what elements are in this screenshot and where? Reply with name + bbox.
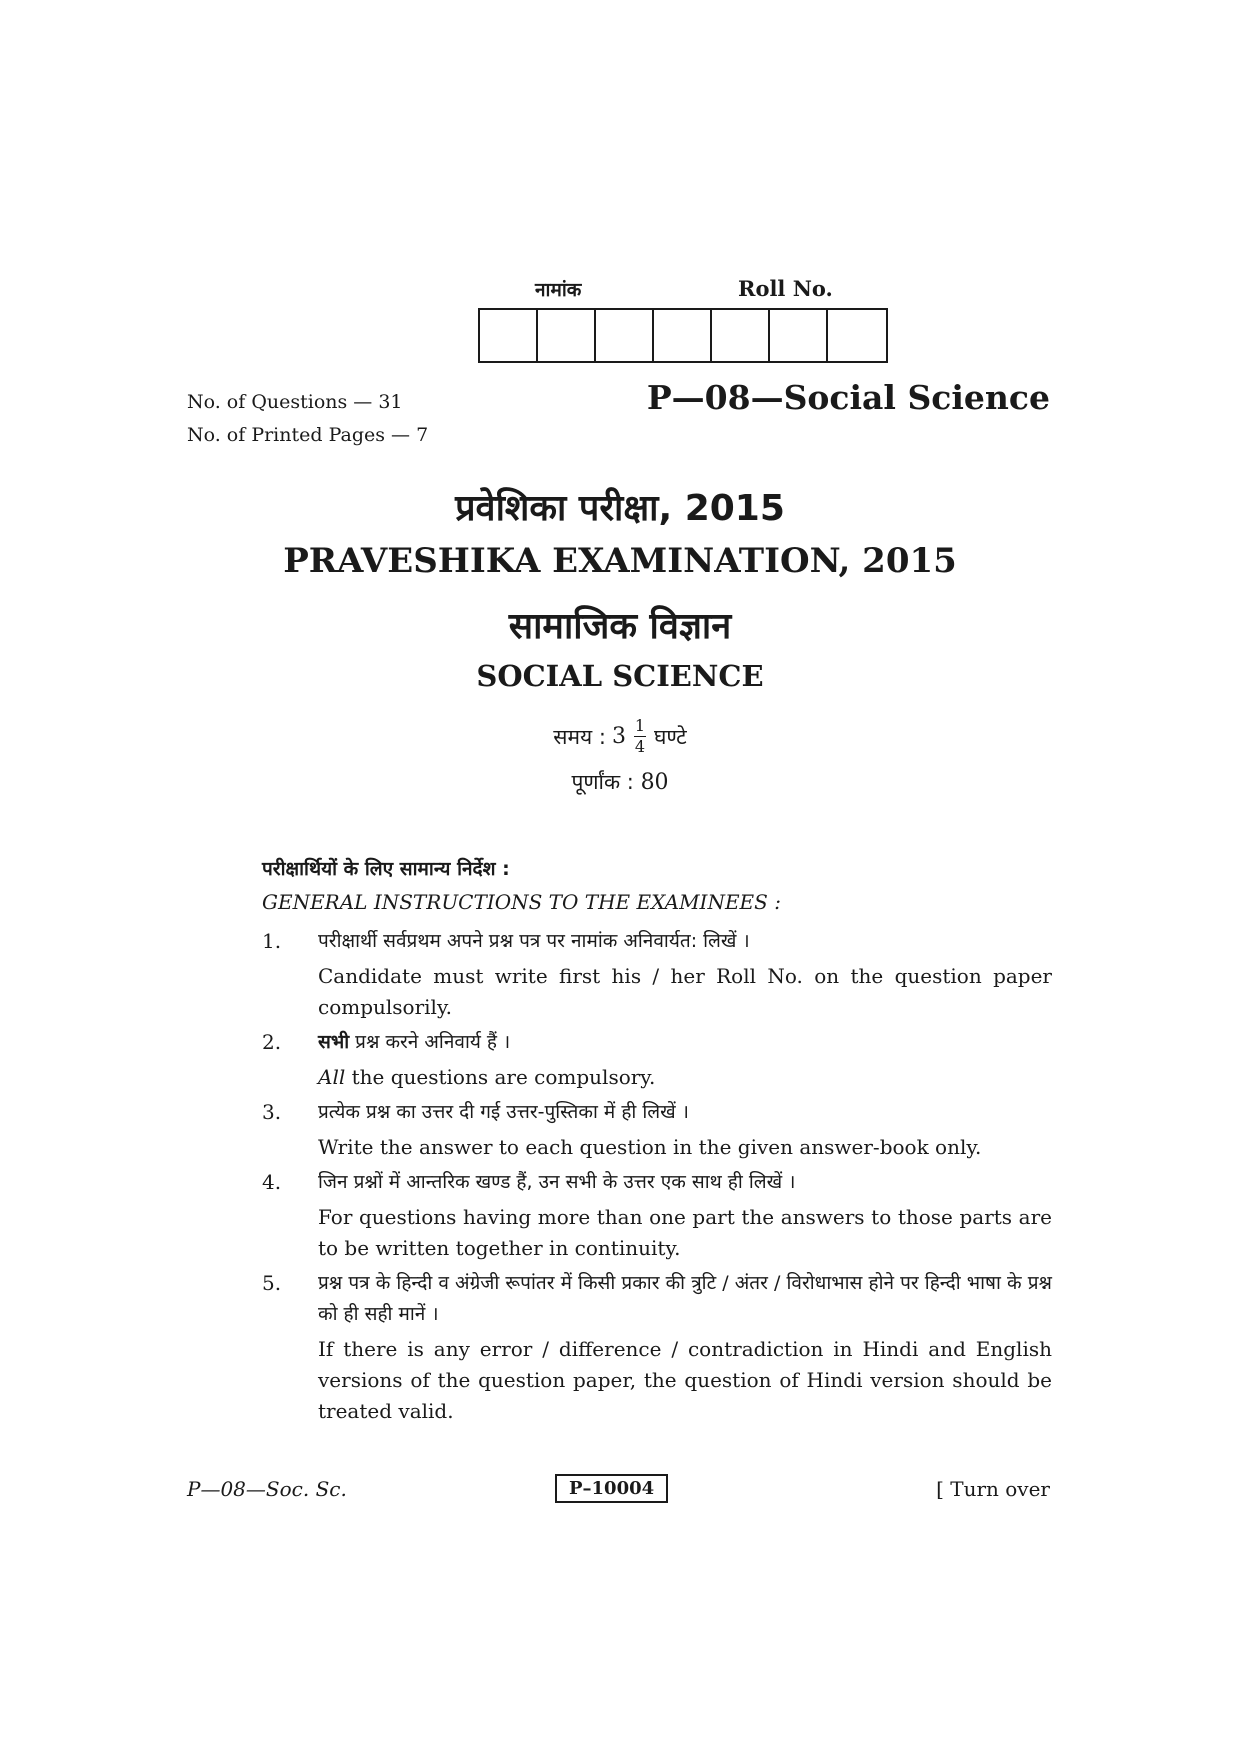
footer-booklet-code: P–10004 bbox=[555, 1474, 668, 1503]
instruction-text-english: Candidate must write first his / her Roll No. on the question paper compulsorily. bbox=[318, 964, 1052, 1019]
instruction-item bbox=[262, 1097, 1052, 1163]
number-of-questions: No. of Questions — 31 bbox=[187, 391, 403, 413]
instruction-number: 4. bbox=[262, 1170, 282, 1194]
footer-turn-over: [ Turn over bbox=[936, 1477, 1050, 1501]
time-whole: 3 bbox=[611, 724, 626, 749]
fraction-numerator: 1 bbox=[634, 716, 646, 735]
roll-label-hindi: नामांक bbox=[535, 279, 582, 301]
instruction-number: 5. bbox=[262, 1271, 282, 1295]
paper-code: P—08—Social Science bbox=[646, 378, 1050, 417]
fraction-denominator: 4 bbox=[634, 737, 646, 756]
instruction-item bbox=[262, 1027, 1052, 1093]
instruction-number: 2. bbox=[262, 1030, 282, 1054]
instruction-item bbox=[262, 1268, 1052, 1427]
roll-digit-box bbox=[712, 310, 770, 361]
instruction-text-hindi: प्रत्येक प्रश्न का उत्तर दी गई उत्तर-पुस्तिका में ही लिखें । bbox=[318, 1101, 689, 1123]
instruction-rest-english: the questions are compulsory. bbox=[345, 1065, 656, 1089]
roll-digit-box bbox=[538, 310, 596, 361]
instruction-text-hindi bbox=[318, 1027, 1052, 1058]
footer-paper-short-code: P—08—Soc. Sc. bbox=[187, 1477, 347, 1501]
instruction-number: 1. bbox=[262, 929, 282, 953]
roll-label-english: Roll No. bbox=[738, 276, 833, 301]
instruction-number: 3. bbox=[262, 1100, 282, 1124]
instruction-text-english: If there is any error / difference / contradiction in Hindi and English versions of the question paper, the question of Hindi version should be treated valid. bbox=[318, 1337, 1052, 1423]
marks-value: 80 bbox=[640, 770, 669, 795]
roll-digit-box bbox=[654, 310, 712, 361]
subject-title-hindi: सामाजिक विज्ञान bbox=[508, 606, 732, 647]
time-label: समय : bbox=[553, 724, 606, 749]
instruction-text-english: Write the answer to each question in the given answer-book only. bbox=[318, 1135, 982, 1159]
time-unit: घण्टे bbox=[653, 724, 687, 749]
roll-number-boxes bbox=[478, 308, 888, 363]
instruction-item bbox=[262, 926, 1052, 1023]
exam-title-hindi: प्रवेशिका परीक्षा, 2015 bbox=[455, 488, 785, 529]
exam-title-english: PRAVESHIKA EXAMINATION, 2015 bbox=[283, 541, 957, 581]
time-allowed bbox=[0, 717, 1240, 756]
number-of-printed-pages: No. of Printed Pages — 7 bbox=[187, 424, 429, 446]
instruction-text-english: For questions having more than one part the answers to those parts are to be written together in continuity. bbox=[318, 1205, 1052, 1260]
instruction-emphasis-english: All bbox=[318, 1065, 346, 1089]
maximum-marks bbox=[0, 768, 1240, 796]
roll-digit-box bbox=[828, 310, 886, 361]
instructions-list bbox=[262, 926, 1052, 1431]
roll-digit-box bbox=[770, 310, 828, 361]
instruction-text-hindi: जिन प्रश्नों में आन्तरिक खण्ड हैं, उन सभी के उत्तर एक साथ ही लिखें । bbox=[318, 1171, 796, 1193]
instruction-emphasis-hindi: सभी bbox=[318, 1031, 350, 1053]
instruction-text-hindi: परीक्षार्थी सर्वप्रथम अपने प्रश्न पत्र पर नामांक अनिवार्यत: लिखें । bbox=[318, 930, 750, 952]
subject-title-english: SOCIAL SCIENCE bbox=[476, 659, 764, 693]
marks-label: पूर्णांक : bbox=[571, 770, 634, 794]
instruction-text-hindi: प्रश्न पत्र के हिन्दी व अंग्रेजी रूपांतर में किसी प्रकार की त्रुटि / अंतर / विरोधाभास होने पर हिन्दी भाषा के प्रश्न को ही सही मानें । bbox=[318, 1272, 1052, 1325]
roll-digit-box bbox=[596, 310, 654, 361]
time-fraction bbox=[634, 717, 646, 756]
instruction-item bbox=[262, 1167, 1052, 1264]
instructions-heading-hindi: परीक्षार्थियों के लिए सामान्य निर्देश : bbox=[262, 858, 510, 880]
instructions-heading-english: GENERAL INSTRUCTIONS TO THE EXAMINEES : bbox=[262, 890, 781, 914]
roll-digit-box bbox=[480, 310, 538, 361]
instruction-rest-hindi: प्रश्न करने अनिवार्य हैं । bbox=[349, 1031, 511, 1053]
instruction-text-english bbox=[318, 1062, 1052, 1093]
